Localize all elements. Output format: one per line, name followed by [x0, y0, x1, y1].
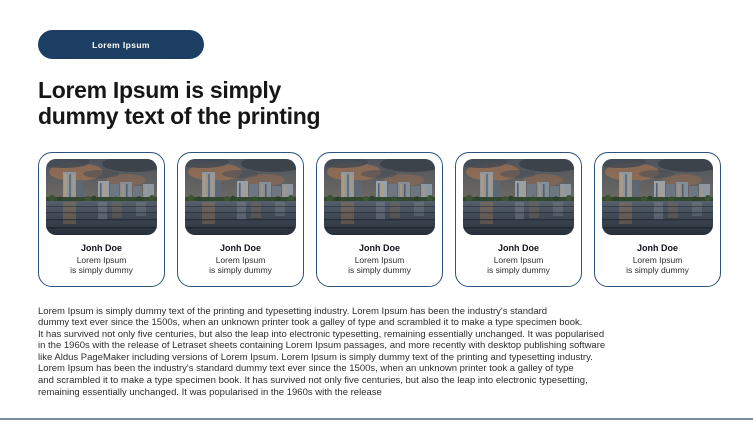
- card-name: Jonh Doe: [497, 243, 539, 253]
- profile-card[interactable]: [455, 152, 582, 287]
- profile-card[interactable]: [316, 152, 443, 287]
- card-name: Jonh Doe: [219, 243, 261, 253]
- city-photo: [324, 159, 435, 235]
- lorem-ipsum-button[interactable]: Lorem Ipsum: [38, 30, 204, 59]
- city-photo: [46, 159, 157, 235]
- card-description: Lorem Ipsum is simply dummy: [70, 255, 133, 275]
- profile-card[interactable]: [38, 152, 165, 287]
- card-name: Jonh Doe: [80, 243, 122, 253]
- card-description: Lorem Ipsum is simply dummy: [209, 255, 272, 275]
- page-title: Lorem Ipsum is simply dummy text of the printing: [38, 77, 321, 130]
- footer-divider: [0, 418, 753, 420]
- card-name: Jonh Doe: [636, 243, 678, 253]
- card-name: Jonh Doe: [358, 243, 400, 253]
- profile-card[interactable]: [594, 152, 721, 287]
- body-paragraph: Lorem Ipsum is simply dummy text of the printing and typesetting industry. Lorem Ipsum has been the industry's standard dummy text ever since the 1500s, when an unknown printer took a galley of type and scrambled it to make a type specimen book. It has survived not only five centuries, but also the leap into electronic typesetting, remaining essentially unchanged. It was popularised in the 1960s with the release of Letraset sheets containing Lorem Ipsum passages, and more recently with desktop publishing software like Aldus PageMaker including versions of Lorem Ipsum. Lorem Ipsum is simply dummy text of the printing and typesetting industry. Lorem Ipsum has been the industry's standard dummy text ever since the 1500s, when an unknown printer took a galley of type and scrambled it to make a type specimen book. It has survived not only five centuries, but also the leap into electronic typesetting, remaining essentially unchanged. It was popularised in the 1960s with the release: [38, 305, 606, 398]
- city-photo: [463, 159, 574, 235]
- city-photo: [185, 159, 296, 235]
- card-description: Lorem Ipsum is simply dummy: [487, 255, 550, 275]
- city-photo: [602, 159, 713, 235]
- card-description: Lorem Ipsum is simply dummy: [626, 255, 689, 275]
- card-description: Lorem Ipsum is simply dummy: [348, 255, 411, 275]
- profile-card[interactable]: [177, 152, 304, 287]
- card-row: [38, 152, 721, 287]
